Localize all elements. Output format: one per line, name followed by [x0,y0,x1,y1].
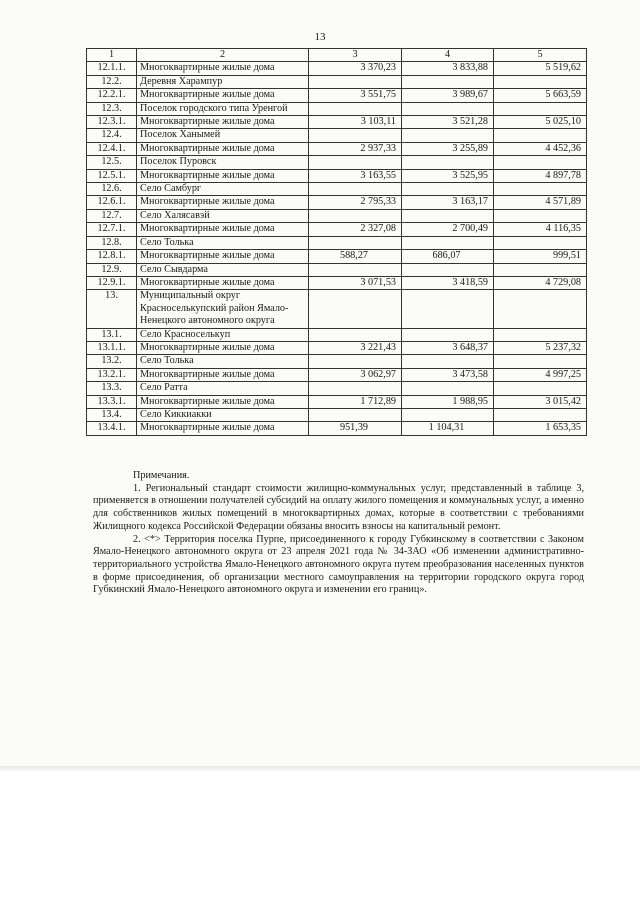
note-item: 2. <*> Территория поселка Пурпе, присоединенного к городу Губкинскому в соответствии с Законом Ямало-Ненецкого автономного округа от 23 апреля 2021 года № 34-ЗАО «Об изменении административно-территориального устройства Ямало-Ненецкого автономного округа путем преобразования населенных пунктов в форме присоединения, об организации местного самоуправления на территории городского округа город Губкинский Ямало-Ненецкого автономного округа и изменении его границ». [93,533,584,596]
row-code-cell: 12.3. [87,102,137,115]
row-value-col5 [494,355,587,368]
row-value-col4 [402,263,494,276]
row-name-cell: Село Самбург [137,183,309,196]
row-name-cell: Поселок городского типа Уренгой [137,102,309,115]
table-row [87,236,587,249]
row-value-col3: 3 221,43 [309,341,402,354]
table-row [87,395,587,408]
row-name-cell: Село Ратта [137,382,309,395]
table-row [87,250,587,263]
row-name-cell: Многоквартирные жилые дома [137,276,309,289]
row-value-col5: 5 663,59 [494,89,587,102]
row-code-cell: 12.7.1. [87,223,137,236]
row-name-cell: Многоквартирные жилые дома [137,341,309,354]
row-code-cell: 13.4. [87,408,137,421]
row-value-col5 [494,328,587,341]
row-name-cell: Многоквартирные жилые дома [137,116,309,129]
row-value-col4: 3 163,17 [402,196,494,209]
row-name-cell: Поселок Пуровск [137,156,309,169]
row-code-cell: 13.2.1. [87,368,137,381]
table-row [87,116,587,129]
row-value-col4: 3 473,58 [402,368,494,381]
row-code-cell: 12.8.1. [87,250,137,263]
row-code-cell: 12.7. [87,209,137,222]
row-value-col3 [309,156,402,169]
row-value-col5: 4 571,89 [494,196,587,209]
row-value-col5 [494,290,587,328]
row-name-cell: Село Халясавэй [137,209,309,222]
row-value-col4: 3 521,28 [402,116,494,129]
row-value-col5 [494,75,587,88]
row-name-cell: Многоквартирные жилые дома [137,196,309,209]
row-value-col5 [494,183,587,196]
header-cell: 2 [137,49,309,62]
row-value-col4 [402,290,494,328]
table-row [87,89,587,102]
row-value-col3: 951,39 [309,422,402,435]
header-cell: 4 [402,49,494,62]
row-value-col4: 1 988,95 [402,395,494,408]
row-value-col5: 4 452,36 [494,142,587,155]
row-name-cell: Многоквартирные жилые дома [137,422,309,435]
row-value-col5 [494,408,587,421]
row-value-col3 [309,382,402,395]
row-value-col3: 2 795,33 [309,196,402,209]
row-value-col5: 4 729,08 [494,276,587,289]
row-code-cell: 12.1.1. [87,62,137,75]
row-value-col3 [309,290,402,328]
row-value-col5 [494,263,587,276]
row-name-cell: Многоквартирные жилые дома [137,89,309,102]
row-name-cell: Многоквартирные жилые дома [137,142,309,155]
row-code-cell: 13.2. [87,355,137,368]
notes-title: Примечания. [133,470,190,481]
row-value-col3 [309,263,402,276]
row-code-cell: 13.3.1. [87,395,137,408]
row-value-col4: 3 648,37 [402,341,494,354]
row-value-col3 [309,75,402,88]
table-row [87,368,587,381]
row-name-cell: Многоквартирные жилые дома [137,395,309,408]
row-name-cell: Деревня Харампур [137,75,309,88]
row-value-col3: 3 071,53 [309,276,402,289]
row-name-cell: Село Сывдарма [137,263,309,276]
row-value-col5 [494,129,587,142]
table-header-row [87,49,587,62]
table-row [87,142,587,155]
page-edge-shadow [0,766,640,772]
header-cell: 3 [309,49,402,62]
row-value-col3 [309,183,402,196]
row-value-col3: 1 712,89 [309,395,402,408]
row-value-col4: 3 418,59 [402,276,494,289]
table-row [87,263,587,276]
table-row [87,102,587,115]
row-code-cell: 12.9.1. [87,276,137,289]
row-value-col5: 5 519,62 [494,62,587,75]
row-value-col5: 5 025,10 [494,116,587,129]
row-value-col4: 3 989,67 [402,89,494,102]
row-value-col5: 4 997,25 [494,368,587,381]
row-value-col4 [402,355,494,368]
row-value-col4 [402,102,494,115]
table-row [87,209,587,222]
table-row [87,169,587,182]
row-value-col4 [402,382,494,395]
table-row [87,408,587,421]
row-name-cell: Село Киккиакки [137,408,309,421]
row-value-col3 [309,209,402,222]
row-value-col5: 3 015,42 [494,395,587,408]
row-value-col3: 3 062,97 [309,368,402,381]
row-code-cell: 12.2.1. [87,89,137,102]
row-value-col3: 3 370,23 [309,62,402,75]
row-value-col3: 2 937,33 [309,142,402,155]
row-value-col4 [402,183,494,196]
row-value-col5 [494,156,587,169]
row-value-col5: 1 653,35 [494,422,587,435]
row-value-col5 [494,209,587,222]
row-name-cell: Поселок Ханымей [137,129,309,142]
row-value-col5: 999,51 [494,250,587,263]
row-code-cell: 12.4. [87,129,137,142]
row-name-cell: Многоквартирные жилые дома [137,62,309,75]
row-code-cell: 12.6. [87,183,137,196]
row-code-cell: 13.1. [87,328,137,341]
row-value-col4: 3 833,88 [402,62,494,75]
table-row [87,183,587,196]
table-row [87,129,587,142]
tariff-table [86,48,587,436]
row-value-col5: 4 116,35 [494,223,587,236]
row-value-col5 [494,102,587,115]
row-value-col4: 3 525,95 [402,169,494,182]
header-cell: 5 [494,49,587,62]
row-code-cell: 12.9. [87,263,137,276]
row-code-cell: 13.3. [87,382,137,395]
row-name-cell: Многоквартирные жилые дома [137,169,309,182]
row-value-col4 [402,328,494,341]
row-code-cell: 12.5. [87,156,137,169]
table-row [87,382,587,395]
table-row [87,422,587,435]
table-row [87,341,587,354]
row-value-col3 [309,102,402,115]
row-value-col3 [309,355,402,368]
row-value-col4 [402,129,494,142]
row-code-cell: 12.4.1. [87,142,137,155]
row-value-col4 [402,209,494,222]
row-code-cell: 13.1.1. [87,341,137,354]
row-value-col4: 686,07 [402,250,494,263]
table-row [87,276,587,289]
notes-section [93,470,584,597]
row-code-cell: 12.8. [87,236,137,249]
row-name-cell: Село Толька [137,355,309,368]
row-name-cell: Село Толька [137,236,309,249]
row-value-col5 [494,382,587,395]
table-row [87,223,587,236]
row-value-col5 [494,236,587,249]
table-row [87,156,587,169]
note-item: 1. Региональный стандарт стоимости жилищно-коммунальных услуг, представленный в таблице 3, применяется в отношении получателей субсидий на оплату жилого помещения и коммунальных услуг, а именно для собственников жилых помещений в многоквартирных домах, которые в соответствии с требованиями Жилищного кодекса Российской Федерации обязаны вносить взносы на капитальный ремонт. [93,482,584,532]
row-value-col4: 3 255,89 [402,142,494,155]
table-row [87,75,587,88]
row-value-col5: 5 237,32 [494,341,587,354]
row-value-col4: 2 700,49 [402,223,494,236]
row-name-cell: Многоквартирные жилые дома [137,368,309,381]
table-row [87,328,587,341]
row-code-cell: 13.4.1. [87,422,137,435]
row-value-col3 [309,236,402,249]
row-value-col3: 3 551,75 [309,89,402,102]
row-value-col3: 588,27 [309,250,402,263]
row-value-col3: 2 327,08 [309,223,402,236]
header-cell: 1 [87,49,137,62]
row-value-col3 [309,408,402,421]
table-row [87,196,587,209]
row-value-col4 [402,236,494,249]
row-code-cell: 12.2. [87,75,137,88]
row-value-col3 [309,328,402,341]
table-row [87,290,587,328]
row-value-col5: 4 897,78 [494,169,587,182]
row-name-cell: Муниципальный округ Красноселькупский район Ямало-Ненецкого автономного округа [137,290,309,328]
row-value-col3: 3 103,11 [309,116,402,129]
row-value-col4 [402,156,494,169]
row-code-cell: 12.6.1. [87,196,137,209]
row-name-cell: Село Красноселькуп [137,328,309,341]
page-number: 13 [314,31,326,43]
row-value-col4 [402,75,494,88]
row-value-col4 [402,408,494,421]
row-value-col3 [309,129,402,142]
table-row [87,62,587,75]
table-row [87,355,587,368]
row-code-cell: 13. [87,290,137,328]
row-name-cell: Многоквартирные жилые дома [137,223,309,236]
row-code-cell: 12.5.1. [87,169,137,182]
row-name-cell: Многоквартирные жилые дома [137,250,309,263]
row-code-cell: 12.3.1. [87,116,137,129]
row-value-col3: 3 163,55 [309,169,402,182]
row-value-col4: 1 104,31 [402,422,494,435]
